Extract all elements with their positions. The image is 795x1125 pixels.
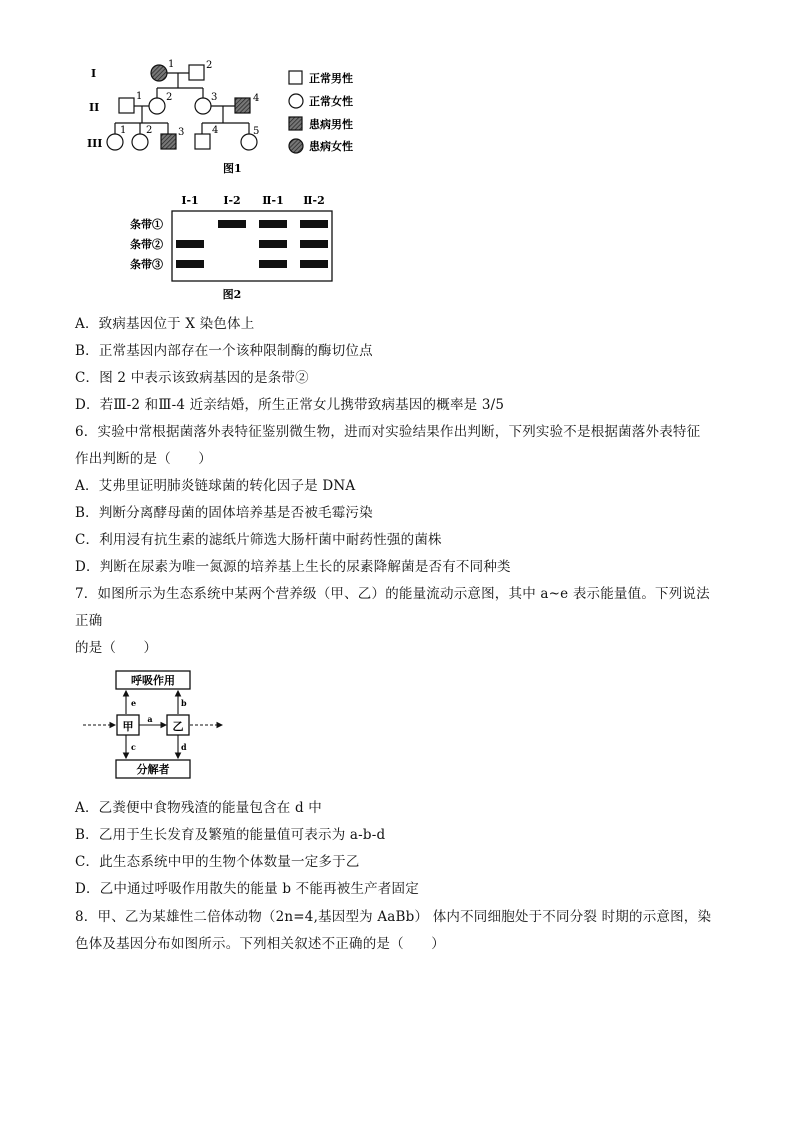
num-II-3: 3 — [211, 92, 218, 103]
legend-affected-male-icon — [289, 117, 302, 130]
jia-label: 甲 — [122, 720, 134, 733]
q5-option-a: A．致病基因位于 X 染色体上 — [75, 316, 255, 332]
q7-stem-line-1: 7．如图所示为生态系统中某两个营养级（甲、乙）的能量流动示意图，其中 a~e 表示能量值。下列说法 — [75, 586, 710, 602]
energy-flow-figure — [80, 668, 230, 783]
legend-affected-male: 患病男性 — [309, 118, 353, 131]
num-I-1: 1 — [168, 59, 175, 70]
electrophoresis-figure — [128, 188, 368, 303]
q6-stem-line-2: 作出判断的是（ ） — [75, 451, 212, 467]
legend-normal-male: 正常男性 — [309, 72, 353, 85]
band-row1-col4 — [300, 220, 328, 228]
legend-affected-female-icon — [289, 139, 303, 153]
III-2-normal-female — [132, 134, 148, 150]
gen-label-3: III — [87, 137, 103, 150]
II-2-normal-female — [149, 98, 165, 114]
q7-option-d: D．乙中通过呼吸作用散失的能量 b 不能再被生产者固定 — [75, 881, 419, 897]
q6-option-c: C．利用浸有抗生素的滤纸片筛选大肠杆菌中耐药性强的菌株 — [75, 532, 442, 548]
row-label-1: 条带① — [130, 218, 163, 231]
label-b: b — [181, 698, 187, 708]
row-label-2: 条带② — [130, 238, 163, 251]
legend-normal-female-icon — [289, 94, 303, 108]
num-I-2: 2 — [206, 60, 213, 71]
label-d: d — [181, 742, 187, 752]
q5-option-b: B．正常基因内部存在一个该种限制酶的酶切位点 — [75, 343, 373, 359]
col-label-I-1: Ⅰ-1 — [181, 194, 199, 207]
q5-option-d: D．若Ⅲ-2 和Ⅲ-4 近亲结婚，所生正常女儿携带致病基因的概率是 3/5 — [75, 397, 505, 413]
q6-stem-line-1: 6．实验中常根据菌落外表特征鉴别微生物，进而对实验结果作出判断，下列实验不是根据菌落外表特征 — [75, 424, 701, 440]
pedigree-figure — [85, 55, 375, 180]
num-III-5: 5 — [253, 126, 260, 137]
decomposer-label: 分解者 — [136, 763, 170, 776]
III-4-normal-male — [195, 134, 210, 149]
III-3-affected-male — [161, 134, 176, 149]
II-3-normal-female — [195, 98, 211, 114]
gen-label-2: II — [89, 101, 100, 114]
row-label-3: 条带③ — [130, 258, 163, 271]
num-III-4: 4 — [212, 125, 219, 136]
q8-stem-line-2: 色体及基因分布如图所示。下列相关叙述不正确的是（ ） — [75, 936, 445, 952]
col-label-I-2: Ⅰ-2 — [223, 194, 241, 207]
fig2-caption: 图2 — [222, 288, 242, 301]
q7-stem-line-3: 的是（ ） — [75, 640, 158, 656]
label-a: a — [147, 714, 153, 724]
II-4-affected-male — [235, 98, 250, 113]
col-label-II-2: Ⅱ-2 — [303, 194, 325, 207]
label-c: c — [131, 742, 136, 752]
q7-stem-line-2: 正确 — [75, 613, 103, 629]
num-III-3: 3 — [178, 127, 185, 138]
band-row2-col1 — [176, 240, 204, 248]
q7-option-a: A．乙粪便中食物残渣的能量包含在 d 中 — [75, 800, 322, 816]
q6-option-a: A．艾弗里证明肺炎链球菌的转化因子是 DNA — [75, 478, 356, 494]
band-row1-col3 — [259, 220, 287, 228]
q8-stem-line-1: 8．甲、乙为某雄性二倍体动物（2n=4,基因型为 AaBb） 体内不同细胞处于不同分裂 时期的示意图，染 — [75, 909, 712, 925]
legend-normal-male-icon — [289, 71, 302, 84]
yi-label: 乙 — [172, 720, 184, 733]
num-II-2: 2 — [166, 92, 173, 103]
q5-option-c: C．图 2 中表示该致病基因的是条带② — [75, 370, 309, 386]
gen-label-1: I — [91, 67, 97, 80]
band-row3-col4 — [300, 260, 328, 268]
q7-option-c: C．此生态系统中甲的生物个体数量一定多于乙 — [75, 854, 360, 870]
I-1-affected-female — [151, 65, 167, 81]
num-III-1: 1 — [120, 125, 127, 136]
num-II-1: 1 — [136, 91, 143, 102]
band-row1-col2 — [218, 220, 246, 228]
col-label-II-1: Ⅱ-1 — [262, 194, 284, 207]
II-1-normal-male — [119, 98, 134, 113]
respiration-label: 呼吸作用 — [131, 674, 175, 687]
I-2-normal-male — [189, 65, 204, 80]
label-e: e — [131, 698, 137, 708]
q6-option-d: D．判断在尿素为唯一氮源的培养基上生长的尿素降解菌是否有不同种类 — [75, 559, 511, 575]
legend-normal-female: 正常女性 — [309, 95, 353, 108]
q6-option-b: B．判断分离酵母菌的固体培养基是否被毛霉污染 — [75, 505, 373, 521]
fig1-caption: 图1 — [223, 162, 242, 175]
III-1-normal-female — [107, 134, 123, 150]
q7-option-b: B．乙用于生长发育及繁殖的能量值可表示为 a-b-d — [75, 827, 386, 843]
band-row3-col3 — [259, 260, 287, 268]
num-II-4: 4 — [253, 93, 260, 104]
band-row2-col4 — [300, 240, 328, 248]
num-III-2: 2 — [146, 125, 153, 136]
band-row3-col1 — [176, 260, 204, 268]
legend-affected-female: 患病女性 — [309, 140, 353, 153]
band-row2-col3 — [259, 240, 287, 248]
